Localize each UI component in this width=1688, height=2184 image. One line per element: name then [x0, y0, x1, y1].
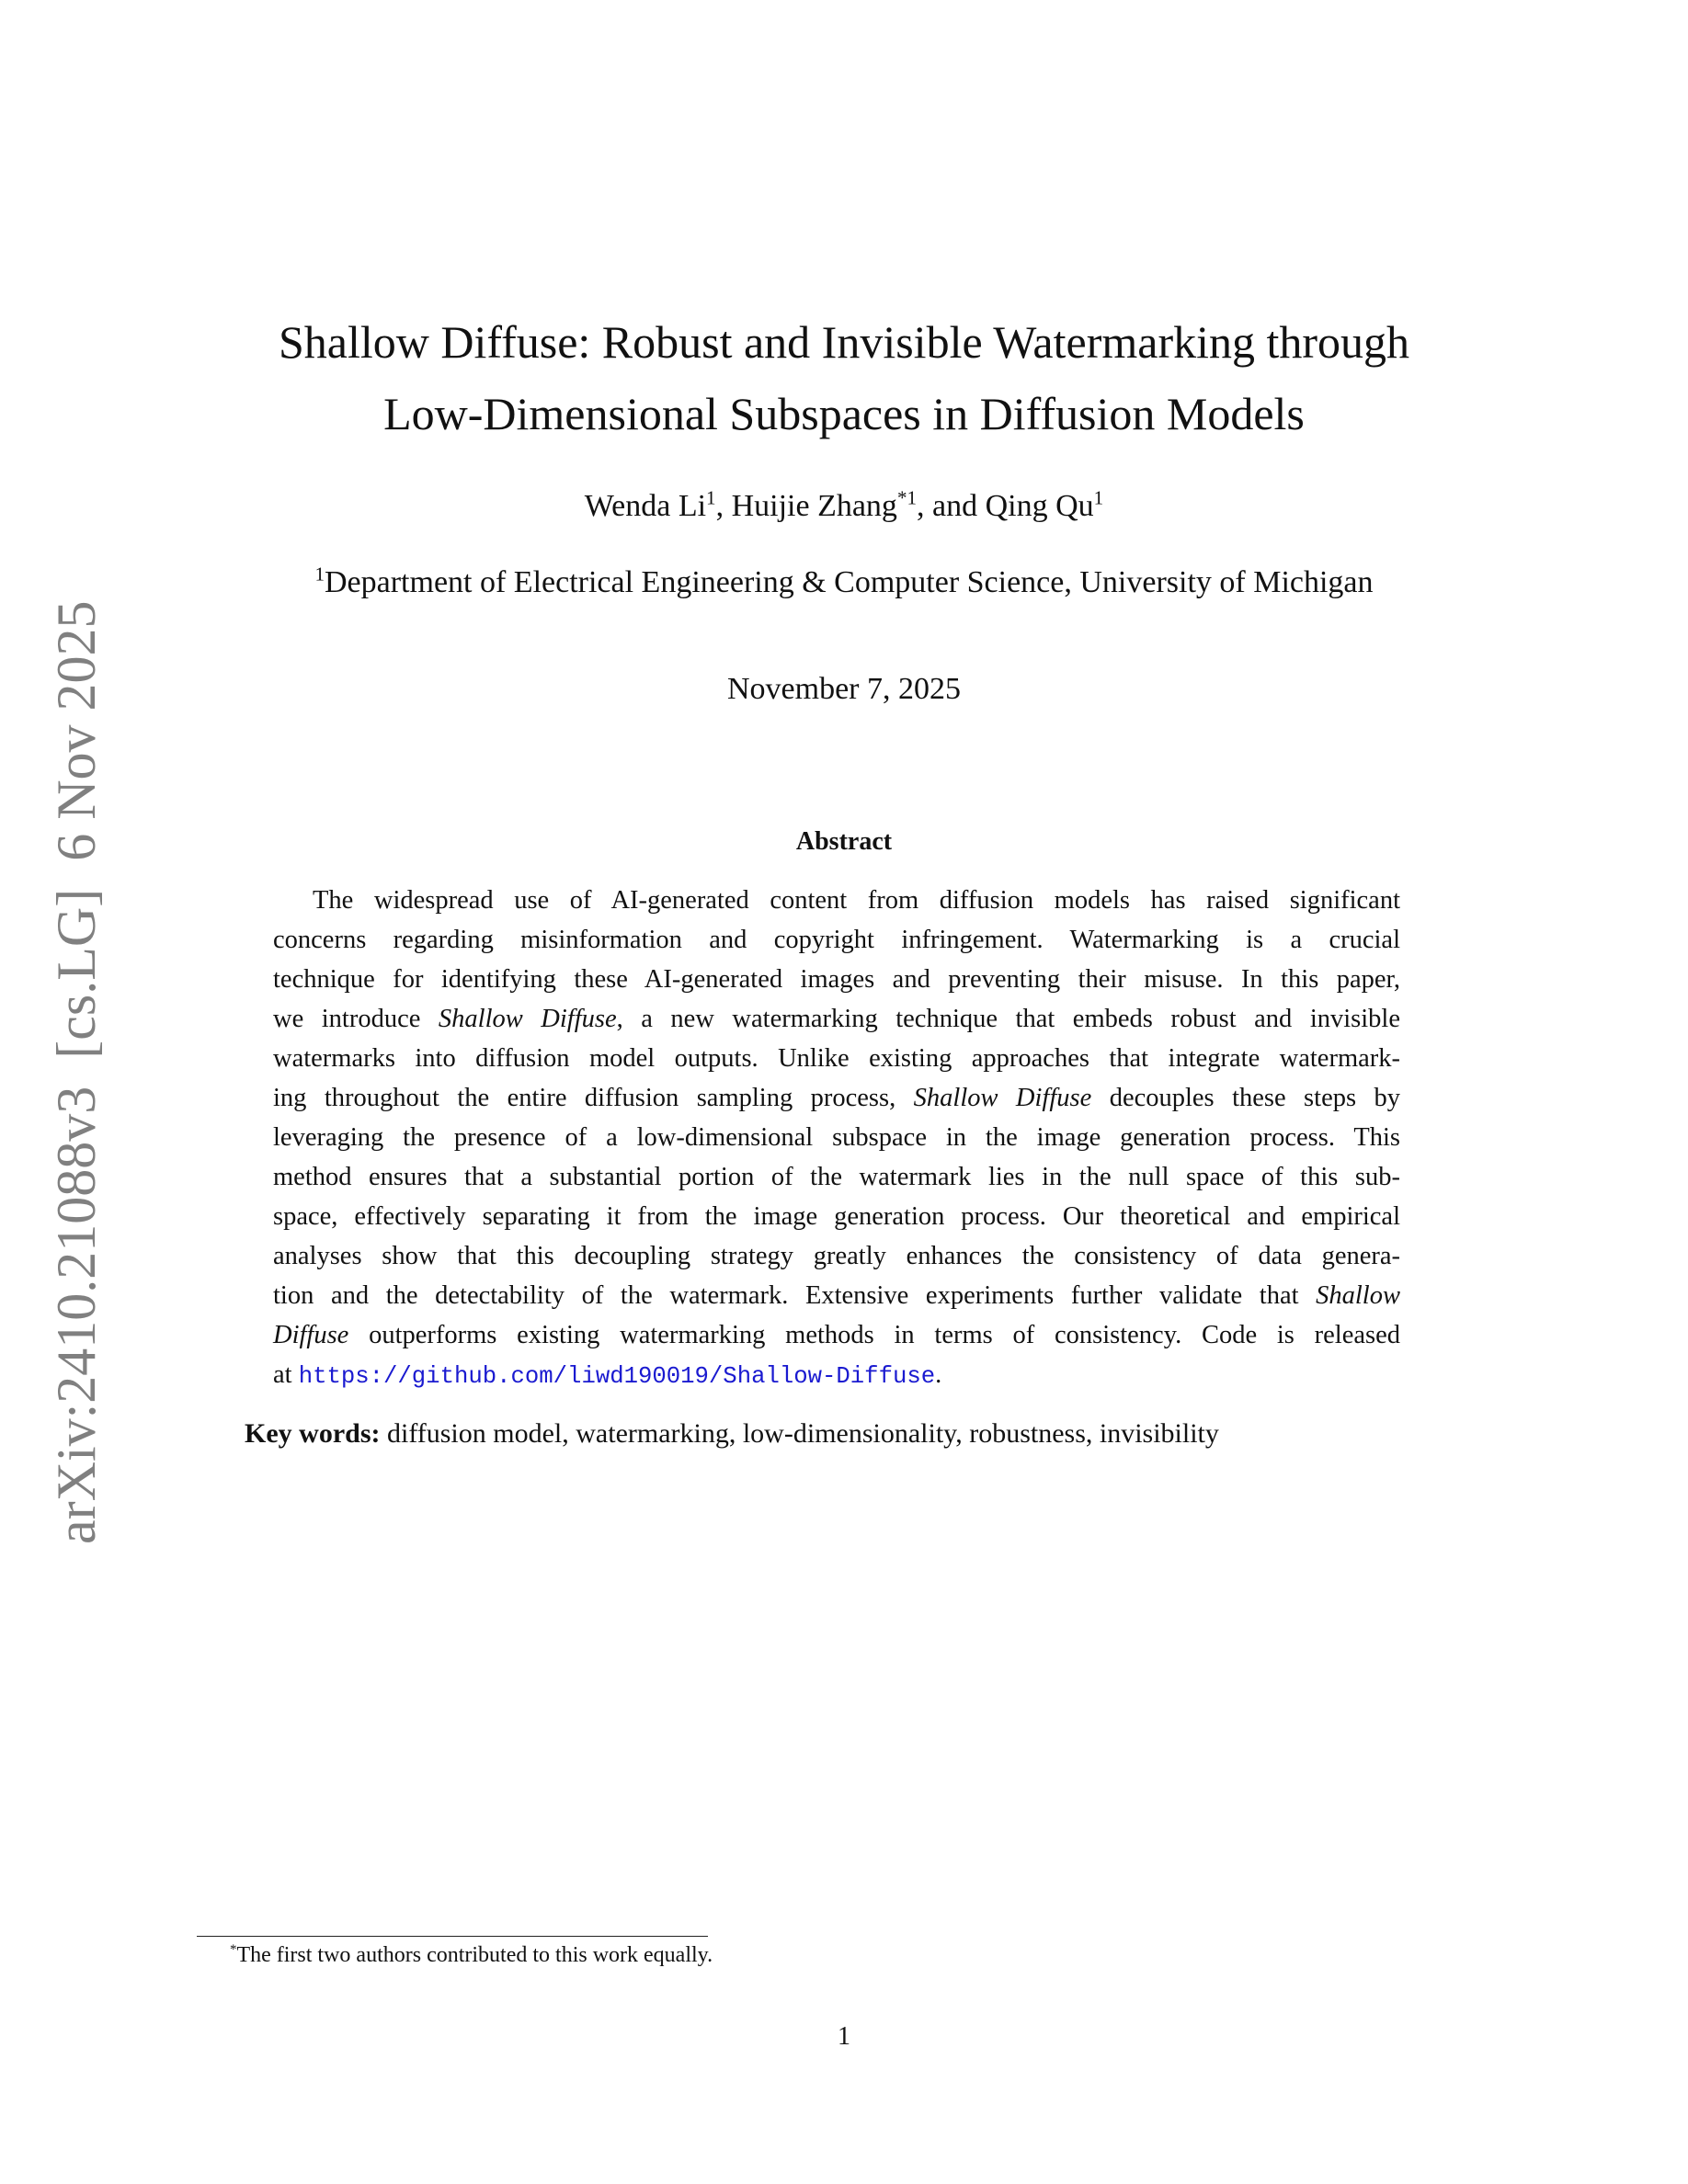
abstract-line: [273, 1157, 1400, 1197]
affiliation-mark: *1: [896, 486, 918, 509]
abstract-text: decouples these steps by: [1091, 1084, 1400, 1112]
abstract-line: [273, 1039, 1400, 1078]
abstract-line: [273, 920, 1400, 960]
abstract-heading: Abstract: [795, 827, 893, 856]
footnote: [230, 1943, 713, 1968]
abstract-text: watermarks into diffusion model outputs. Unlike existing approaches that integrate watermark-: [273, 1044, 1400, 1073]
page-number: 1: [838, 2022, 850, 2051]
affiliation-mark: 1: [706, 486, 716, 509]
italic-term: Shallow Diffuse: [913, 1084, 1092, 1112]
abstract-text: method ensures that a substantial portion of the watermark lies in the null space of this sub-: [273, 1163, 1400, 1191]
affiliation-mark: 1: [1093, 486, 1104, 509]
affiliation: [0, 565, 1688, 600]
keywords: [245, 1418, 1219, 1450]
abstract-body: [273, 881, 1400, 1394]
abstract-text: space, effectively separating it from the image generation process. Our theoretical and empirical: [273, 1202, 1400, 1231]
italic-term: Shallow Diffuse: [438, 1005, 617, 1033]
abstract-line: [273, 999, 1400, 1039]
abstract-text: tion and the detectability of the watermark. Extensive experiments further validate that: [273, 1281, 1317, 1310]
abstract-text: .: [935, 1360, 942, 1389]
code-link[interactable]: https://github.com/liwd190019/Shallow-Diffuse: [298, 1363, 936, 1390]
abstract-line: [273, 1355, 1400, 1394]
italic-term: Diffuse: [273, 1321, 349, 1349]
abstract-line: [273, 1236, 1400, 1276]
abstract-line: [273, 1197, 1400, 1236]
abstract-text: The widespread use of AI-generated content from diffusion models has raised significant: [313, 886, 1400, 915]
footnote-text: The first two authors contributed to this work equally.: [236, 1943, 713, 1967]
abstract-line: [273, 960, 1400, 999]
footnote-rule: [197, 1936, 708, 1937]
abstract-line: [273, 1276, 1400, 1315]
abstract-text: concerns regarding misinformation and copyright infringement. Watermarking is a crucial: [273, 926, 1400, 954]
abstract-text: technique for identifying these AI-generated images and preventing their misuse. In this paper,: [273, 965, 1400, 994]
affiliation-mark: 1: [314, 563, 325, 586]
author-name: Qing Qu: [985, 489, 1094, 523]
separator: , and: [917, 489, 986, 523]
abstract-text: ing throughout the entire diffusion sampling process,: [273, 1084, 914, 1112]
author-name: Huijie Zhang: [731, 489, 897, 523]
affiliation-text: Department of Electrical Engineering & Computer Science, University of Michigan: [325, 565, 1374, 599]
abstract-text: outperforms existing watermarking methods in terms of consistency. Code is released: [348, 1321, 1400, 1349]
abstract-line: [273, 1118, 1400, 1157]
abstract-line: [273, 881, 1400, 920]
paper-title-line-1: Shallow Diffuse: Robust and Invisible Watermarking through: [278, 316, 1410, 368]
abstract-line: [273, 1315, 1400, 1355]
keywords-text: diffusion model, watermarking, low-dimensionality, robustness, invisibility: [380, 1418, 1219, 1449]
author-name: Wenda Li: [584, 489, 707, 523]
italic-term: Shallow: [1316, 1281, 1400, 1310]
keywords-label: Key words:: [245, 1418, 381, 1449]
footnote-mark: *: [230, 1942, 237, 1958]
abstract-text: we introduce: [273, 1005, 439, 1033]
author-list: [0, 486, 1688, 524]
abstract-text: at: [273, 1360, 299, 1389]
abstract-text: leveraging the presence of a low-dimensional subspace in the image generation process. This: [273, 1123, 1400, 1152]
abstract-text: , a new watermarking technique that embeds robust and invisible: [616, 1005, 1400, 1033]
paper-title-line-2: Low-Dimensional Subspaces in Diffusion Models: [383, 388, 1305, 439]
separator: ,: [715, 489, 732, 523]
paper-date: November 7, 2025: [726, 672, 961, 706]
abstract-line: [273, 1078, 1400, 1118]
arxiv-identifier-stamp: arXiv:2410.21088v3 [cs.LG] 6 Nov 2025: [46, 600, 107, 1544]
abstract-text: analyses show that this decoupling strategy greatly enhances the consistency of data genera-: [273, 1242, 1400, 1270]
